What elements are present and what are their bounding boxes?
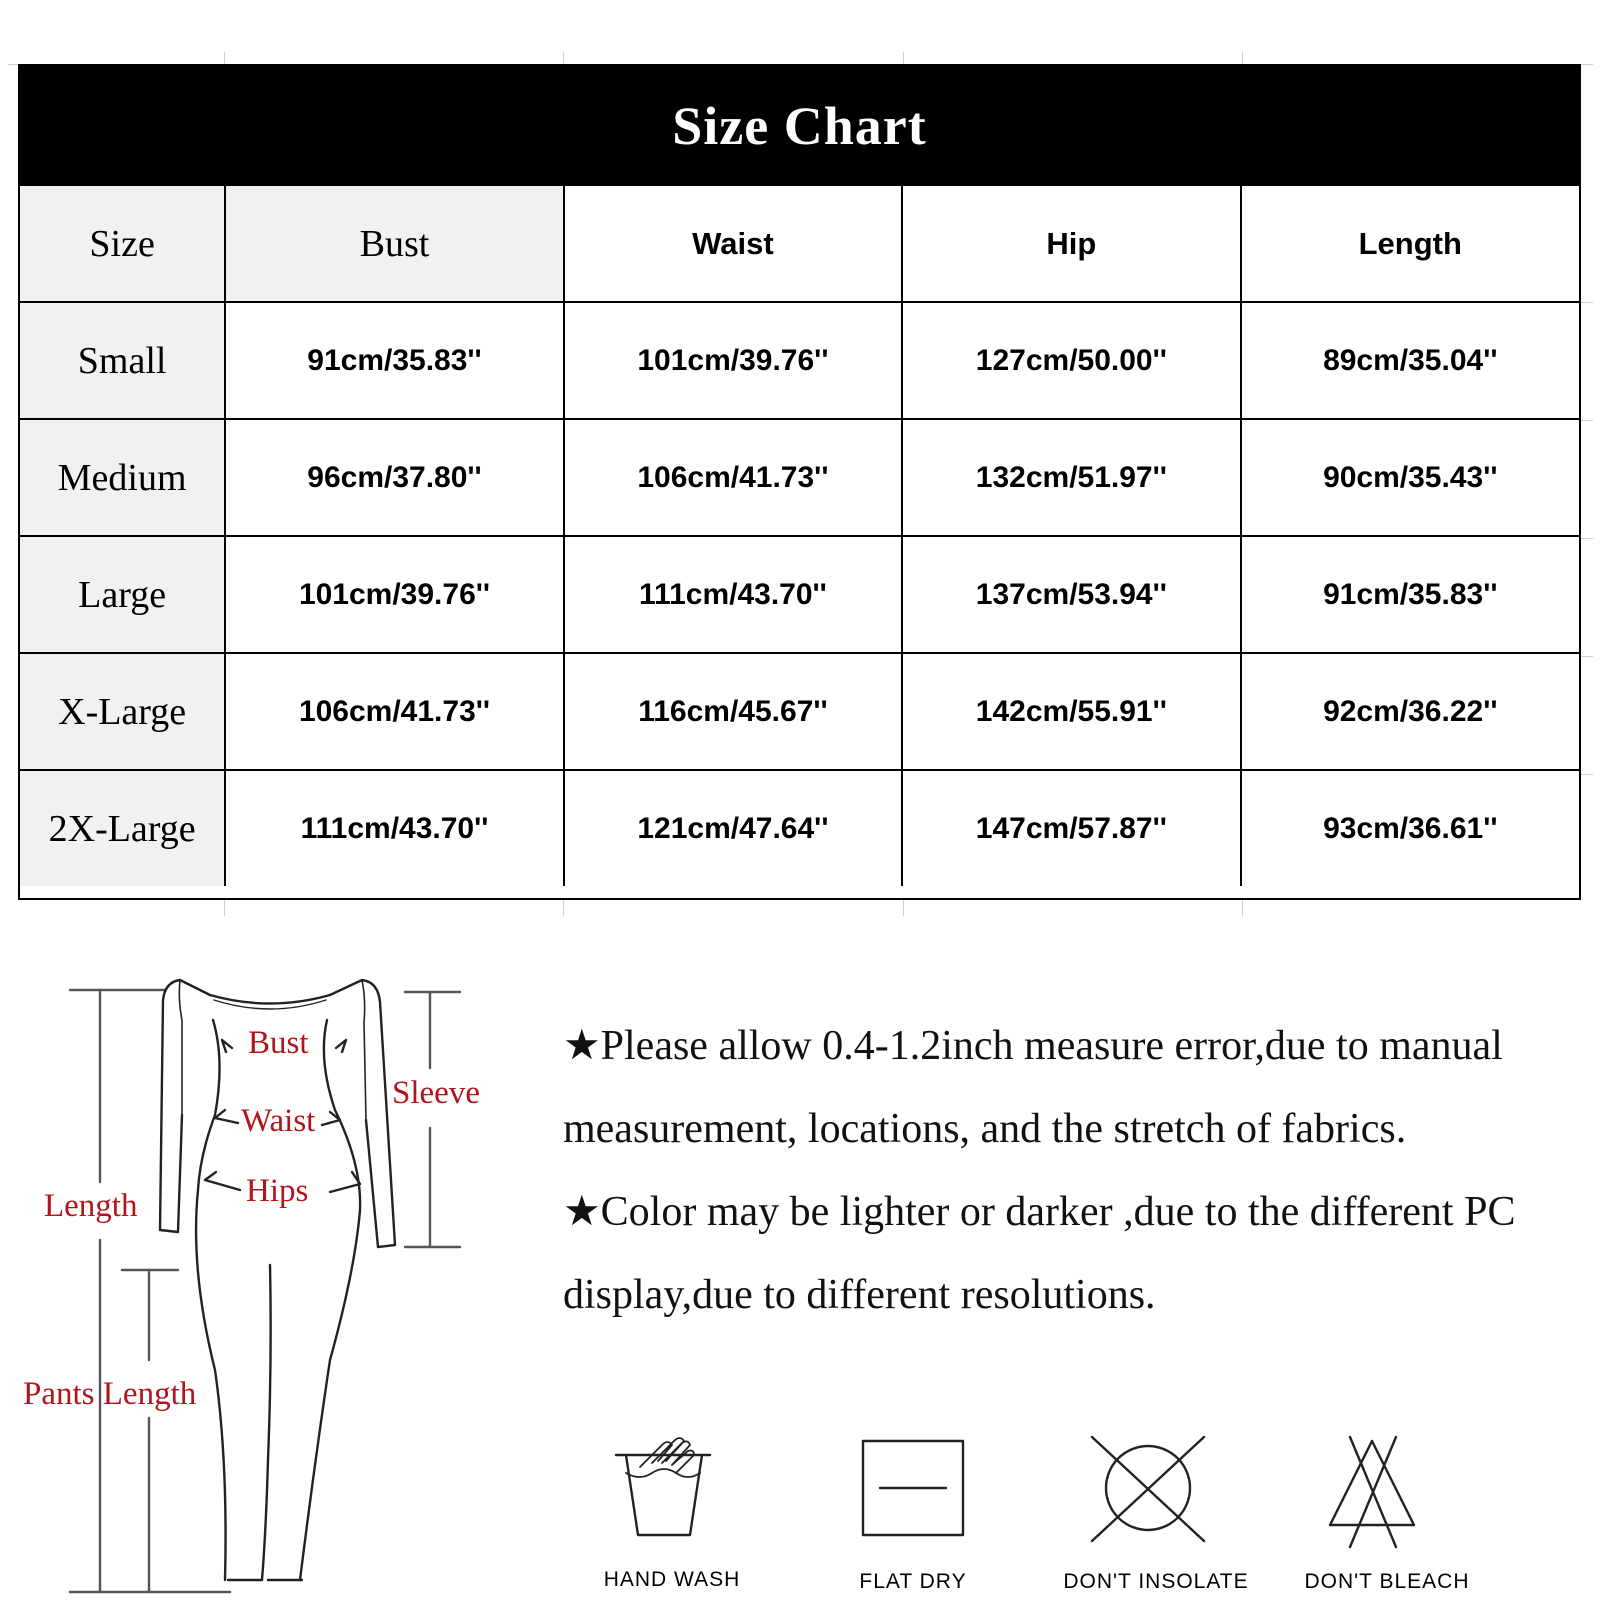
chart-title: Size Chart — [20, 66, 1579, 186]
size-label: X-Large — [20, 653, 225, 770]
bust-value: 91cm/35.83'' — [225, 302, 563, 419]
label-waist: Waist — [241, 1103, 316, 1139]
table-row — [20, 536, 1579, 653]
measurement-figure — [0, 940, 500, 1600]
dont-insolate-icon — [1092, 1437, 1204, 1541]
grid-tick — [1581, 656, 1593, 657]
header-hip: Hip — [902, 186, 1240, 302]
hand-wash-label: HAND WASH — [603, 1568, 741, 1591]
hip-value: 147cm/57.87'' — [902, 770, 1240, 886]
grid-tick — [1581, 538, 1593, 539]
dont-insolate-label: DON'T INSOLATE — [1063, 1570, 1249, 1593]
waist-value: 101cm/39.76'' — [564, 302, 902, 419]
bust-value: 111cm/43.70'' — [225, 770, 563, 886]
header-waist: Waist — [564, 186, 902, 302]
bust-value: 101cm/39.76'' — [225, 536, 563, 653]
waist-value: 116cm/45.67'' — [564, 653, 902, 770]
table-header-row — [20, 186, 1579, 302]
header-length: Length — [1241, 186, 1579, 302]
grid-tick — [1581, 774, 1593, 775]
note-measure-error: ★Please allow 0.4-1.2inch measure error,due to manual measurement, locations, and the stretch of fabrics. — [563, 1023, 1503, 1152]
waist-value: 111cm/43.70'' — [564, 536, 902, 653]
waist-value: 121cm/47.64'' — [564, 770, 902, 886]
hip-value: 137cm/53.94'' — [902, 536, 1240, 653]
size-table — [20, 186, 1579, 886]
measurement-notes — [563, 1005, 1573, 1337]
length-value: 90cm/35.43'' — [1241, 419, 1579, 536]
table-row — [20, 653, 1579, 770]
size-label: Small — [20, 302, 225, 419]
label-sleeve: Sleeve — [392, 1075, 480, 1111]
grid-tick — [1581, 420, 1593, 421]
table-row — [20, 302, 1579, 419]
flat-dry-label: FLAT DRY — [859, 1570, 967, 1593]
length-value: 89cm/35.04'' — [1241, 302, 1579, 419]
flat-dry-icon — [863, 1441, 963, 1535]
bust-value: 96cm/37.80'' — [225, 419, 563, 536]
hip-value: 132cm/51.97'' — [902, 419, 1240, 536]
hip-value: 127cm/50.00'' — [902, 302, 1240, 419]
grid-tick — [1581, 64, 1593, 65]
size-label: 2X-Large — [20, 770, 225, 886]
waist-value: 106cm/41.73'' — [564, 419, 902, 536]
grid-tick — [563, 52, 564, 64]
grid-tick — [224, 900, 225, 916]
length-value: 92cm/36.22'' — [1241, 653, 1579, 770]
grid-tick — [1581, 302, 1593, 303]
grid-tick — [1242, 52, 1243, 64]
table-row — [20, 770, 1579, 886]
dont-bleach-label: DON'T BLEACH — [1304, 1570, 1470, 1593]
header-size: Size — [20, 186, 225, 302]
note-color-difference: ★Color may be lighter or darker ,due to the different PC display,due to different resolutions. — [563, 1189, 1516, 1318]
hip-value: 142cm/55.91'' — [902, 653, 1240, 770]
grid-tick — [224, 52, 225, 64]
grid-tick — [563, 900, 564, 916]
length-value: 91cm/35.83'' — [1241, 536, 1579, 653]
header-bust: Bust — [225, 186, 563, 302]
dont-bleach-icon — [1330, 1437, 1414, 1547]
size-label: Large — [20, 536, 225, 653]
label-bust: Bust — [248, 1025, 309, 1061]
grid-tick — [1242, 900, 1243, 916]
care-icons — [600, 1425, 1500, 1555]
label-hips: Hips — [246, 1173, 309, 1209]
length-value: 93cm/36.61'' — [1241, 770, 1579, 886]
hand-wash-icon — [616, 1438, 710, 1535]
bust-value: 106cm/41.73'' — [225, 653, 563, 770]
grid-tick — [903, 52, 904, 64]
size-label: Medium — [20, 419, 225, 536]
grid-tick — [8, 64, 18, 65]
table-row — [20, 419, 1579, 536]
size-chart — [18, 64, 1581, 900]
label-pants-length: Pants Length — [23, 1376, 197, 1412]
label-length: Length — [44, 1188, 138, 1224]
grid-tick — [903, 900, 904, 916]
